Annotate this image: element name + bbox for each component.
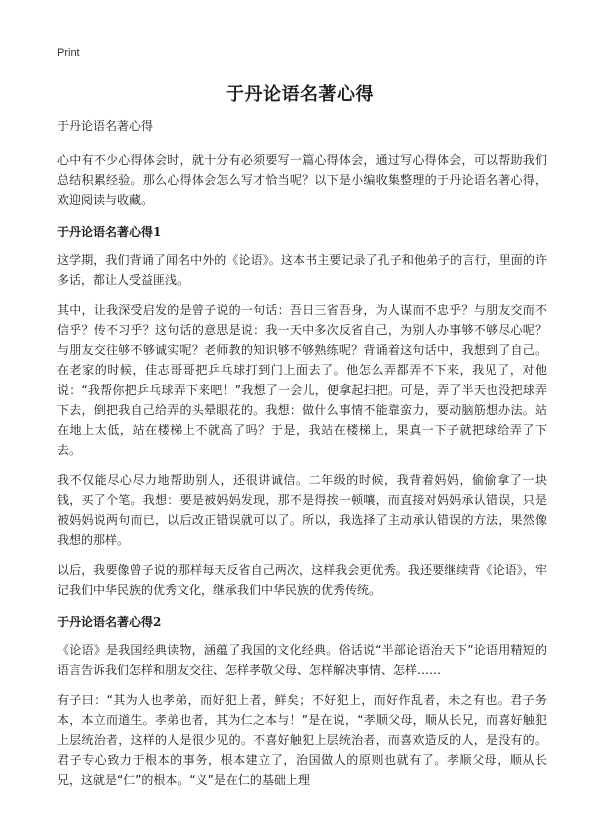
section-2-paragraph-2: 有子曰：“其为人也孝弟，而好犯上者，鲜矣；不好犯上，而好作乱者，未之有也。君子务本，本立而道生。孝弟也者，其为仁之本与！”是在说，“孝顺父母，顺从长兄，而喜好触犯上层统治者，这样的人是很少见的。不喜好触犯上层统治者，而喜欢造反的人，是没有的。君子专心致力于根本的事务，根本建立了，治国做人的原则也就有了。孝顺父母，顺从长兄，这就是“仁”的根本。“义”是在仁的基础上理 <box>57 693 547 787</box>
section-1-paragraph-3: 我不仅能尽心尽力地帮助别人，还很讲诚信。二年级的时候，我背着妈妈，偷偷拿了一块钱，买了个笔。我想：要是被妈妈发现，那不是得挨一顿嚷，而直接对妈妈承认错误，只是被妈妈说两句而已，以后改正错误就可以了。所以，我选择了主动承认错误的方法，果然像我想的那样。 <box>57 473 547 547</box>
document-title: 于丹论语名著心得 <box>226 84 374 105</box>
print-link[interactable]: Print <box>57 47 80 59</box>
section-1-paragraph-2: 其中，让我深受启发的是曾子说的一句话：吾日三省吾身，为人谋而不忠乎？与朋友交而不信乎？传不习乎？这句话的意思是说：我一天中多次反省自己，为别人办事够不够尽心呢？与朋友交往够不够诚实呢？老师教的知识够不够熟练呢？背诵着这句话中，我想到了自己。在老家的时候，佳志哥哥把乒乓球打到门上面去了。他怎么弄都弄不下来，我见了，对他说：“我帮你把乒乓球弄下来吧！”我想了一会儿，便拿起扫把。可是，弄了半天也没把球弄下去，倒把我自己给弄的头晕眼花的。我想：做什么事情不能靠蛮力，要动脑筋想办法。站在地上太低，站在楼梯上不就高了吗？于是，我站在楼梯上，果真一下子就把球给弄了下去。 <box>57 303 547 457</box>
section-2-heading: 于丹论语名著心得2 <box>57 615 162 629</box>
section-1-heading: 于丹论语名著心得1 <box>57 225 162 239</box>
document-subtitle: 于丹论语名著心得 <box>57 119 154 133</box>
section-1-paragraph-4: 以后，我要像曾子说的那样每天反省自己两次，这样我会更优秀。我还要继续背《论语》，牢记我们中华民族的优秀文化，继承我们中华民族的优秀传统。 <box>57 563 547 597</box>
section-2-paragraph-1: 《论语》是我国经典读物，涵蕴了我国的文化经典。俗话说“半部论语治天下”论语用精短的语言告诉我们怎样和朋友交往、怎样孝敬父母、怎样解决事情、怎样…… <box>57 643 547 677</box>
section-1-paragraph-1: 这学期，我们背诵了闻名中外的《论语》。这本书主要记录了孔子和他弟子的言行，里面的许多话，都让人受益匪浅。 <box>57 253 547 287</box>
document-body <box>57 116 547 800</box>
intro-paragraph: 心中有不少心得体会时，就十分有必须要写一篇心得体会，通过写心得体会，可以帮助我们总结积累经验。那么心得体会怎么写才恰当呢？以下是小编收集整理的于丹论语名著心得，欢迎阅读与收藏。 <box>57 153 547 207</box>
